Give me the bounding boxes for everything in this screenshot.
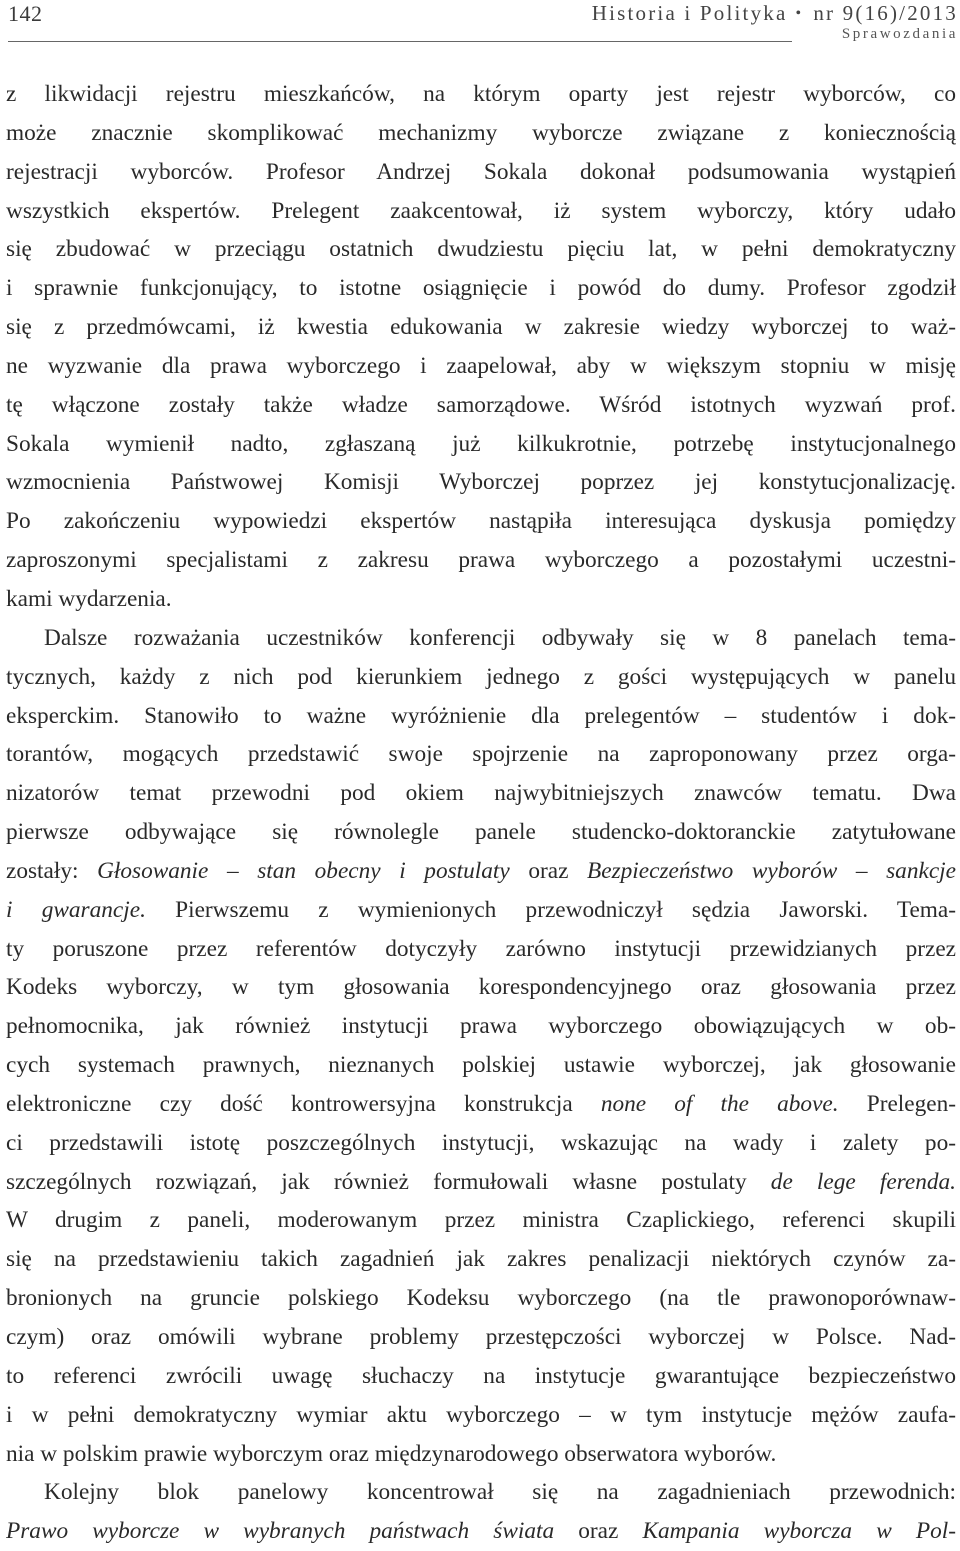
bullet-separator: • [795,5,804,22]
section-label: Sprawozdania [841,26,958,42]
italic-term: de lege ferenda. [770,1168,956,1195]
text-line: nizatorów temat przewodni pod okiem najwybitniejszych znawców tematu. Dwa [6,780,956,807]
text-line: torantów, mogących przedstawić swoje spojrzenie na zaproponowany przez orga- [6,741,956,768]
header-rule [8,41,792,42]
text-line: kami wydarzenia. [6,585,172,612]
text-line: eksperckim. Stanowiło to ważne wyróżnienie dla prelegentów – studentów i dok- [6,702,956,729]
text-line [6,852,956,891]
text-line: nia w polskim prawie wyborczym oraz międzynarodowego obserwatora wyborów. [6,1440,777,1467]
text-line: zaproszonymi specjalistami z zakresu prawa wyborczego a pozostałymi uczestni- [6,547,956,574]
text-line: Kolejny blok panelowy koncentrował się na zagadnieniach przewodnich: [44,1479,956,1506]
text-line: z likwidacji rejestru mieszkańców, na którym oparty jest rejestr wyborców, co [6,81,956,107]
text-line: może znacznie skomplikować mechanizmy wyborcze związane z koniecznością [6,119,956,146]
italic-title: Głosowanie – stan obecny i postulaty [97,857,510,884]
text-line [6,891,956,930]
text-line: się na przedstawieniu takich zagadnień jak zakres penalizacji niektórych czynów za- [6,1246,956,1273]
journal-title [592,1,958,26]
text-line [6,1163,956,1202]
italic-title: Kampania wyborcza w Pol- [642,1518,956,1545]
text-line: Sokala wymienił nadto, zgłaszaną już kilkukrotnie, potrzebę instytucjonalnego [6,430,956,457]
text-line: i w pełni demokratyczny wymiar aktu wyborczego – w tym instytucje mężów zaufa- [6,1401,956,1428]
issue-number: nr 9(16)/2013 [813,1,958,25]
text-line: tę włączone zostały także władze samorządowe. Wśród istotnych wyzwań prof. [6,391,956,418]
text-run: oraz [509,857,588,884]
text-line: cych systemach prawnych, nieznanych polskiej ustawie wyborczej, jak głosowanie [6,1052,956,1079]
body-text [6,75,956,1551]
text-line: się z przedmówcami, iż kwestia edukowania w zakresie wiedzy wyborczej to waż- [6,314,956,341]
text-line: rejestracji wyborców. Profesor Andrzej Sokala dokonał podsumowania wystąpień [6,158,956,185]
italic-title: Bezpieczeństwo wyborów – sankcje [587,857,956,884]
text-run: elektroniczne czy dość kontrowersyjna konstrukcja [6,1090,601,1117]
text-line: i sprawnie funkcjonujący, to istotne osiągnięcie i powód do dumy. Profesor zgodził [6,275,956,302]
text-run: szczególnych rozwiązań, jak również formułowali własne postulaty [6,1168,771,1195]
text-line: Kodeks wyborczy, w tym głosowania korespondencyjnego oraz głosowania przez [6,974,956,1001]
text-run: zostały: [6,857,98,884]
text-run: Pierwszemu z wymienionych przewodniczył sędzia Jaworski. Tema- [145,896,956,923]
text-line: ci przedstawili istotę poszczególnych instytucji, wskazując na wady i zalety po- [6,1129,956,1156]
page-number: 142 [8,1,43,26]
text-run: oraz [554,1518,643,1545]
text-line: bronionych na gruncie polskiego Kodeksu wyborczego (na tle prawonoporównaw- [6,1285,956,1312]
text-line [6,1085,956,1124]
text-line: pierwsze odbywające się równolegle panele studencko-doktoranckie zatytułowane [6,819,956,846]
journal-name: Historia i Polityka [591,1,788,25]
italic-title: Prawo wyborcze w wybranych państwach świata [6,1518,555,1545]
text-line: ty poruszone przez referentów dotyczyły zarówno instytucji przewidzianych przez [6,935,956,962]
text-line: ne wyzwanie dla prawa wyborczego i zaapelował, aby w większym stopniu w misję [6,352,956,379]
text-run: Prelegen- [838,1090,956,1117]
italic-title: i gwarancje. [6,896,146,923]
text-line: Po zakończeniu wypowiedzi ekspertów nastąpiła interesująca dyskusja pomiędzy [6,508,956,535]
text-line: Dalsze rozważania uczestników konferencji odbywały się w 8 panelach tema- [44,624,956,651]
text-line: wzmocnienia Państwowej Komisji Wyborczej poprzez jej konstytucjonalizację. [6,469,956,496]
text-line: pełnomocnika, jak również instytucji prawa wyborczego obowiązujących w ob- [6,1013,956,1040]
text-line: to referenci zwrócili uwagę słuchaczy na instytucje gwarantujące bezpieczeństwo [6,1362,956,1389]
text-line: tycznych, każdy z nich pod kierunkiem jednego z gości występujących w panelu [6,663,956,690]
text-line: się zbudować w przeciągu ostatnich dwudziestu pięciu lat, w pełni demokratyczny [6,236,956,263]
text-line: wszystkich ekspertów. Prelegent zaakcentował, iż system wyborczy, który udało [6,197,956,224]
italic-term: none of the above. [600,1090,839,1117]
text-line [6,1512,956,1551]
text-line: W drugim z paneli, moderowanym przez ministra Czaplickiego, referenci skupili [6,1207,956,1234]
text-line: czym) oraz omówili wybrane problemy przestępczości wyborczej w Polsce. Nad- [6,1324,956,1350]
running-header [4,0,958,42]
